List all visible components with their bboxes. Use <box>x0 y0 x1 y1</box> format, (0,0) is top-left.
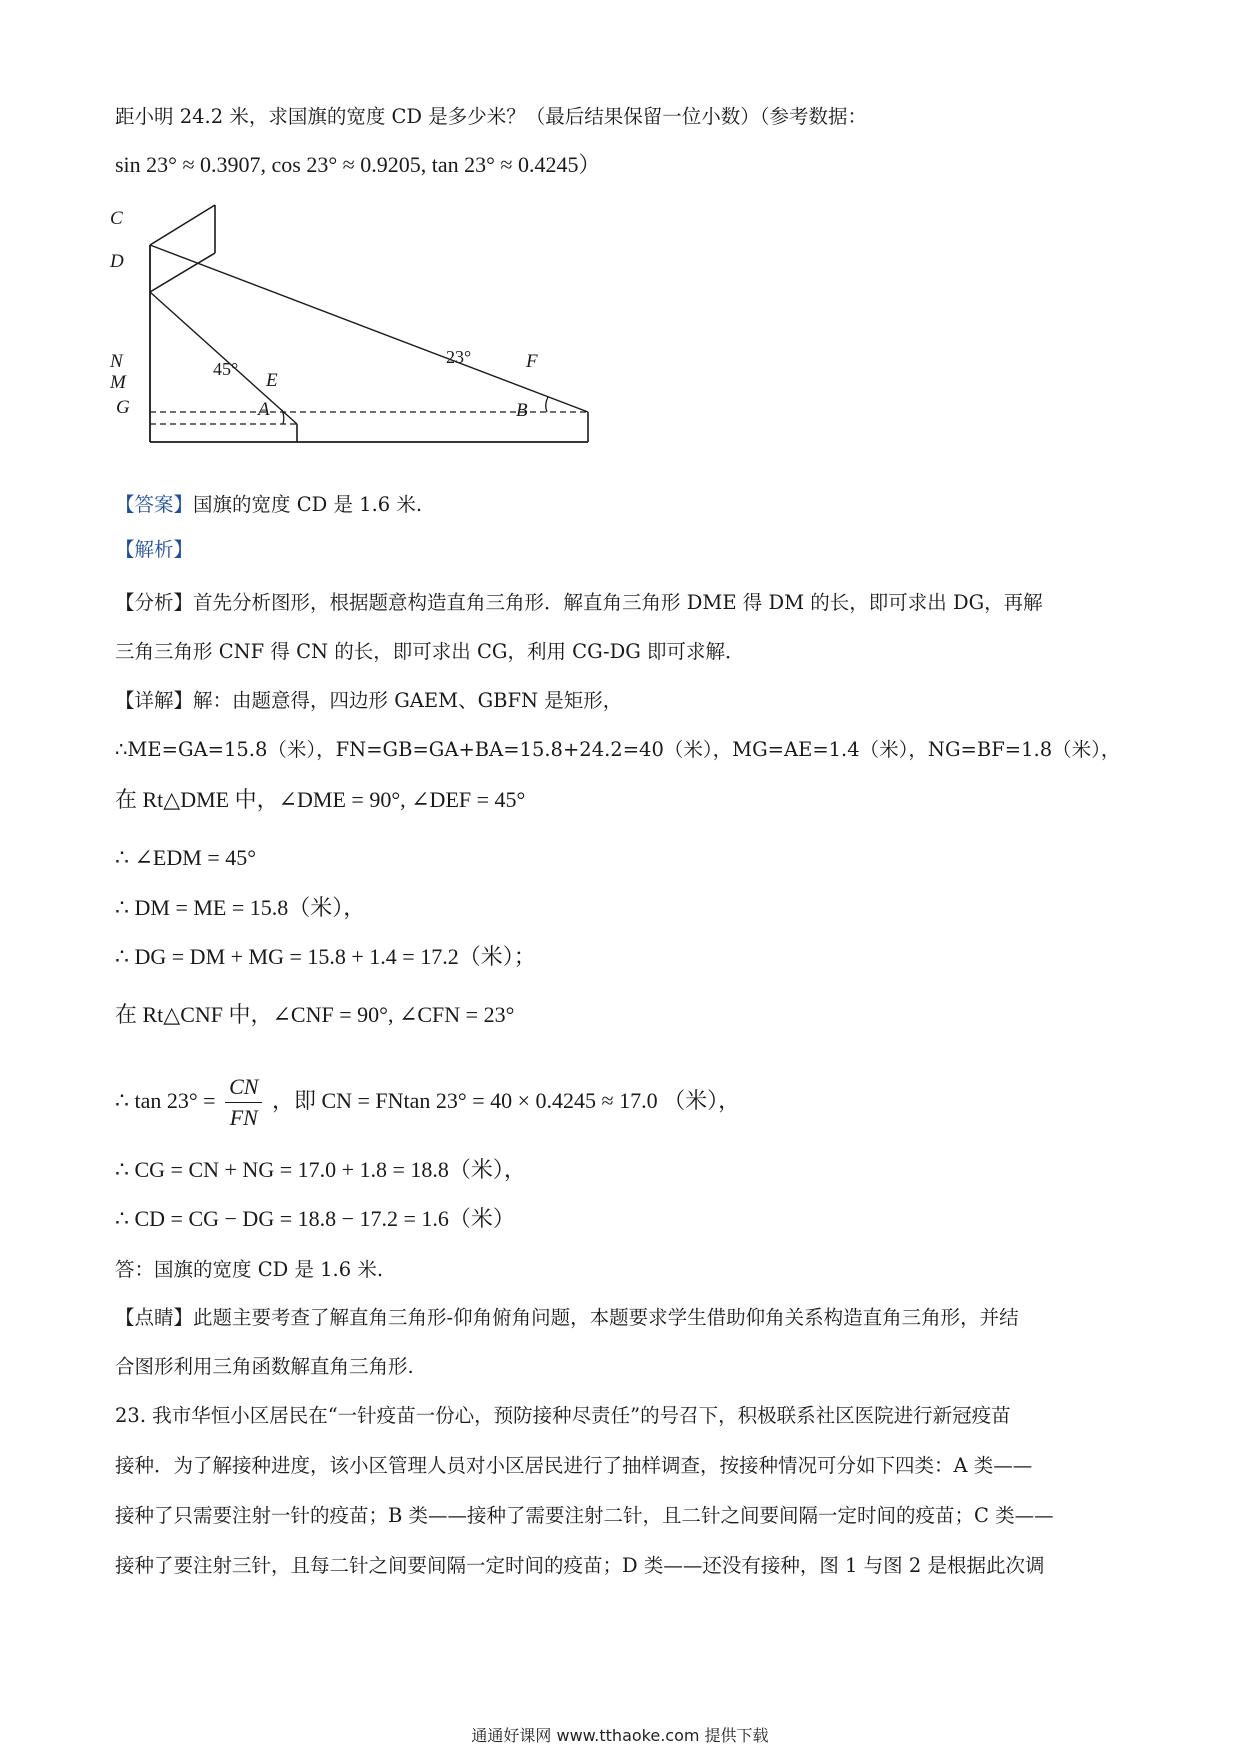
detail-step-5: ∴ DG = DM + MG = 15.8 + 1.4 = 17.2（米）； <box>115 944 536 969</box>
q23-line-2: 接种．为了解接种进度，该小区管理人员对小区居民进行了抽样调查，按接种情况可分如下四类：A 类—— <box>115 1454 1033 1477</box>
angle-arc-23 <box>546 397 548 412</box>
detail-step-6: 在 Rt△CNF 中，∠CNF = 90°, ∠CFN = 23° <box>115 1002 515 1027</box>
detail-conclusion: 答：国旗的宽度 CD 是 1.6 米. <box>115 1258 384 1281</box>
label-N: N <box>110 351 123 372</box>
comment-line-1 <box>115 1303 1019 1333</box>
label-C: C <box>110 208 123 229</box>
detail-step-9: ∴ CD = CG − DG = 18.8 − 17.2 = 1.6（米） <box>115 1206 515 1231</box>
label-D: D <box>110 251 124 272</box>
page-footer: 通通好课网 www.tthaoke.com 提供下载 <box>471 1726 769 1745</box>
sight-line-DE <box>150 292 297 424</box>
step7-prefix: ∴ tan 23° = <box>115 1088 216 1113</box>
detail-step-2: 在 Rt△DME 中，∠DME = 90°, ∠DEF = 45° <box>115 787 526 812</box>
fraction-numerator: CN <box>225 1072 262 1103</box>
analysis-tag: 【分析】 <box>115 591 194 614</box>
angle-23-label: 23° <box>446 347 472 367</box>
label-B: B <box>516 400 528 421</box>
sight-line-CF <box>150 245 588 412</box>
detail-step-4: ∴ DM = ME = 15.8（米）， <box>115 895 366 920</box>
q23-line-1: 23. 我市华恒小区居民在“一针疫苗一份心，预防接种尽责任”的号召下，积极联系社区医院进行新冠疫苗 <box>115 1404 1011 1427</box>
q23-line-3: 接种了只需要注射一针的疫苗；B 类——接种了需要注射二针，且二针之间要间隔一定时间的疫苗；C 类—— <box>115 1504 1054 1527</box>
analysis-text-1: 首先分析图形，根据题意构造直角三角形．解直角三角形 DME 得 DM 的长，即可求出 DG，再解 <box>193 591 1043 614</box>
detail-step-8: ∴ CG = CN + NG = 17.0 + 1.8 = 18.8（米）， <box>115 1157 526 1182</box>
detail-step-7 <box>115 1064 740 1138</box>
problem-line-2: sin 23° ≈ 0.3907, cos 23° ≈ 0.9205, tan 23° ≈ 0.4245） <box>115 152 601 177</box>
answer-tag: 【答案】 <box>115 493 194 516</box>
label-A: A <box>258 399 270 420</box>
detail-step-1: ∴ME=GA=15.8（米），FN=GB=GA+BA=15.8+24.2=40（米），MG=AE=1.4（米），NG=BF=1.8（米）， <box>115 738 1121 761</box>
geometry-figure <box>110 200 630 470</box>
angle-45-label: 45° <box>213 359 239 379</box>
step7-suffix: ，即 CN = FN⁢tan 23° = 40 × 0.4245 ≈ 17.0 （米）， <box>271 1088 741 1113</box>
comment-line-2: 合图形利用三角函数解直角三角形. <box>115 1355 414 1378</box>
label-F: F <box>526 351 538 372</box>
detail-tag: 【详解】 <box>115 689 194 712</box>
comment-text-1: 此题主要考查了解直角三角形-仰角俯角问题，本题要求学生借助仰角关系构造直角三角形，并结 <box>193 1306 1019 1329</box>
analysis-line-1 <box>115 588 1043 618</box>
analysis-line-2: 三角三角形 CNF 得 CN 的长，即可求出 CG，利用 CG-DG 即可求解． <box>115 640 745 663</box>
label-G: G <box>116 397 130 418</box>
problem-line-1: 距小明 24.2 米，求国旗的宽度 CD 是多少米？（最后结果保留一位小数）（参考数据： <box>115 105 868 128</box>
detail-intro: 解：由题意得，四边形 GAEM、GBFN 是矩形， <box>193 689 623 712</box>
comment-tag: 【点睛】 <box>115 1306 194 1329</box>
label-M: M <box>110 372 126 393</box>
answer-text: 国旗的宽度 CD 是 1.6 米. <box>193 493 423 516</box>
flag-bottom-edge <box>150 253 215 292</box>
detail-step-3: ∴ ∠EDM = 45° <box>115 845 257 870</box>
flag-top-edge <box>150 205 215 245</box>
detail-intro-line <box>115 686 622 716</box>
answer-line <box>115 490 422 520</box>
analysis-heading: 【解析】 <box>115 538 194 561</box>
label-E: E <box>266 370 278 391</box>
fraction-cn-fn <box>225 1072 262 1133</box>
fraction-denominator: FN <box>229 1105 258 1131</box>
q23-line-4: 接种了要注射三针，且每二针之间要间隔一定时间的疫苗；D 类——还没有接种，图 1 与图 2 是根据此次调 <box>115 1554 1045 1577</box>
